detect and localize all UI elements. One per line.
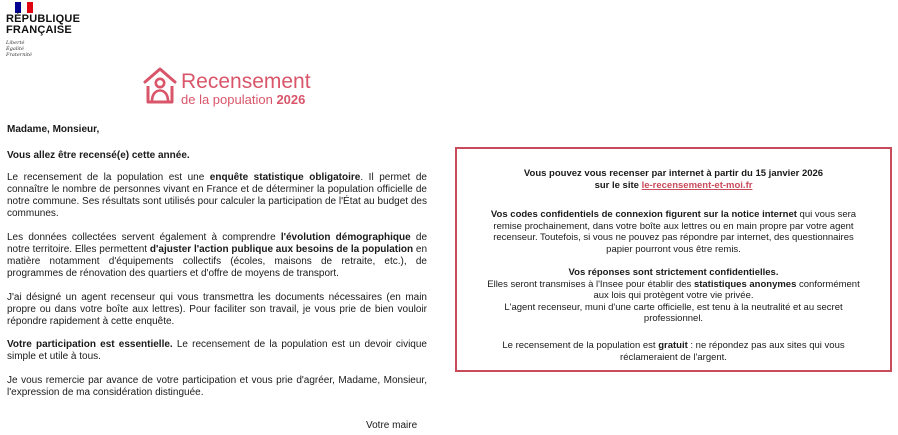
p3-text: J'ai désigné un agent recenseur qui vous transmettra les documents nécessaires (en main propre ou dans votre boîte aux lettres). Pour faciliter son travail, je vous prie de bien vouloir répondre rapidement à cette enquête. <box>7 292 427 327</box>
internet-info-box <box>455 147 892 372</box>
free-text-c: : ne répondez pas aux sites qui vous réclameraient de l'argent. <box>620 340 845 363</box>
paragraph-purpose <box>7 172 427 220</box>
p2-text-c: de notre territoire. Elles permettent <box>7 232 428 255</box>
free-census-paragraph <box>485 340 862 363</box>
motto-egalite: Égalité <box>6 46 24 52</box>
p4-bold: Votre participation est essentielle. <box>7 339 173 350</box>
census-house-person-icon <box>143 66 177 106</box>
logo-year: 2026 <box>276 92 306 107</box>
internet-date-line: Vous pouvez vous recenser par internet à partir du 15 janvier 2026 <box>523 168 824 179</box>
announce-heading: Vous allez être recensé(e) cette année. <box>7 150 190 161</box>
p2-bold-2: d'ajuster l'action publique aux besoins de la population <box>149 244 414 255</box>
confidentiality-text-c: conformément aux lois qui protègent votre vie privée. <box>593 278 860 301</box>
paragraph-agent <box>7 292 427 328</box>
p1-bold: enquête statistique obligatoire <box>209 172 361 183</box>
confidentiality-text-a: Elles seront transmises à l'Insee pour établir des <box>487 278 694 290</box>
confidentiality-bold: statistiques anonymes <box>693 278 797 290</box>
paragraph-uses <box>7 232 427 280</box>
p5-text: Je vous remercie par avance de votre participation et vous prie d'agréer, Madame, Monsieur, l'expression de ma considération distinguée. <box>7 375 427 398</box>
confidentiality-block <box>485 267 862 325</box>
republic-motto <box>6 40 32 58</box>
free-text-a: Le recensement de la population est <box>502 340 659 351</box>
republique-francaise-wordmark <box>6 14 80 36</box>
p2-text-e: en matière notamment d'équipements collectifs (écoles, maisons de retraite, etc.), de programmes de rénovation des quartiers et d'offre de moyens de transport. <box>7 244 428 279</box>
p1-text-c: . Il permet de connaître le nombre de personnes vivant en France et de déterminer la population officielle de notre commune. Ses résultats sont utilisés pour calculer la participation de l'État au budget des communes. <box>7 172 427 219</box>
logo-subtitle-text: de la population <box>181 92 273 107</box>
paragraph-closing <box>7 375 427 399</box>
french-flag-icon <box>15 2 33 13</box>
free-bold: gratuit <box>658 340 688 351</box>
motto-liberte: Liberté <box>6 40 25 46</box>
p1-text-a: Le recensement de la population est une <box>7 172 210 183</box>
logo-subtitle <box>181 93 305 107</box>
confidentiality-title: Vos réponses sont strictement confidentielles. <box>568 267 779 278</box>
codes-text: qui vous sera remise prochainement, dans votre boîte aux lettres ou en main propre par votre agent recenseur. Toutefois, si vous ne pouvez pas répondre par internet, des questionnaires papier pourront vous être remis. <box>493 209 857 255</box>
census-site-link[interactable]: le-recensement-et-moi.fr <box>641 179 753 191</box>
logo-title: Recensement <box>181 70 311 93</box>
confidentiality-text <box>485 279 862 302</box>
codes-paragraph <box>485 209 862 255</box>
codes-bold: Vos codes confidentiels de connexion figurent sur la notice internet <box>490 209 797 220</box>
paragraph-participation <box>7 339 427 363</box>
republic-line-2: FRANÇAISE <box>6 24 72 36</box>
motto-fraternite: Fraternité <box>6 52 32 58</box>
internet-intro <box>485 168 862 191</box>
salutation: Madame, Monsieur, <box>7 124 100 135</box>
signature: Votre maire <box>366 420 418 431</box>
p4-text: Le recensement de la population est un devoir civique simple et utile à tous. <box>7 339 427 362</box>
p2-text-a: Les données collectées servent également à comprendre <box>7 232 281 243</box>
internet-site-line <box>485 180 862 192</box>
agent-neutrality-text: L'agent recenseur, muni d'une carte officielle, est tenu à la neutralité et au secret professionnel. <box>504 301 843 324</box>
p2-bold-1: l'évolution démographique <box>280 232 411 243</box>
republic-line-1: RÉPUBLIQUE <box>6 13 81 25</box>
site-prefix: sur le site <box>594 179 642 191</box>
